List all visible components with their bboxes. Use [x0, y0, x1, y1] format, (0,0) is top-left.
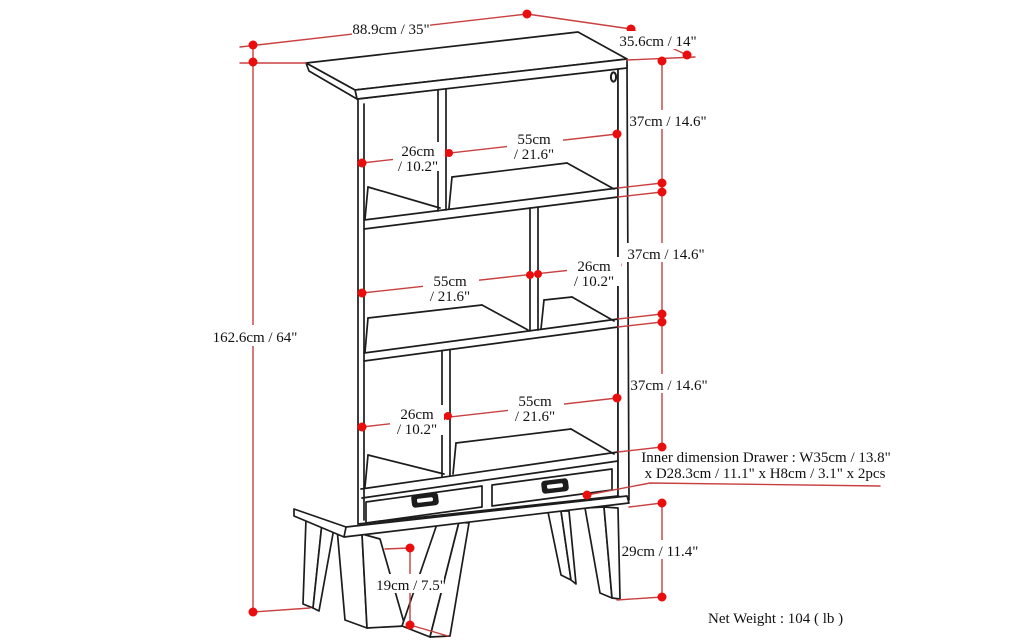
left-drawer-handle [411, 492, 438, 507]
depth-dim-label: 35.6cm / 14" [619, 34, 697, 50]
right-drawer-handle [541, 478, 568, 493]
net-weight-label: Net Weight : 104 ( lb ) [708, 611, 844, 627]
s1-small-cubby-label1: 26cm [401, 144, 435, 160]
s1-large-cubby-label1: 55cm [517, 132, 551, 148]
s2-small-cubby-label2: / 10.2" [573, 274, 615, 290]
section1-height-label: 37cm / 14.6" [629, 114, 707, 130]
drawer-leader-line [587, 483, 880, 495]
width-dim-label: 88.9cm / 35" [352, 22, 430, 38]
bookcase-carcass [358, 64, 629, 524]
s3-small-cubby-label2: / 10.2" [396, 422, 438, 438]
s2-large-cubby-label2: / 21.6" [429, 289, 471, 305]
section2-height-label: 37cm / 14.6" [627, 247, 705, 263]
section3-height-label: 37cm / 14.6" [630, 378, 708, 394]
s2-large-cubby-label1: 55cm [433, 274, 467, 290]
s2-small-cubby-label1: 26cm [577, 259, 611, 275]
leg-clearance-label: 19cm / 7.5" [376, 578, 446, 594]
leg-height-label: 29cm / 11.4" [621, 544, 699, 560]
s3-large-cubby-label2: / 21.6" [514, 409, 556, 425]
drawer-inner-dim-line1: Inner dimension Drawer : W35cm / 13.8" [641, 450, 891, 466]
height-dim-label: 162.6cm / 64" [212, 330, 298, 346]
s3-large-cubby-label1: 55cm [518, 394, 552, 410]
drawer-inner-dim-line2: x D28.3cm / 11.1" x H8cm / 3.1" x 2pcs [644, 466, 886, 482]
s3-small-cubby-label1: 26cm [400, 407, 434, 423]
s1-large-cubby-label2: / 21.6" [513, 147, 555, 163]
s1-small-cubby-label2: / 10.2" [397, 159, 439, 175]
carcass-front-face [358, 68, 618, 524]
